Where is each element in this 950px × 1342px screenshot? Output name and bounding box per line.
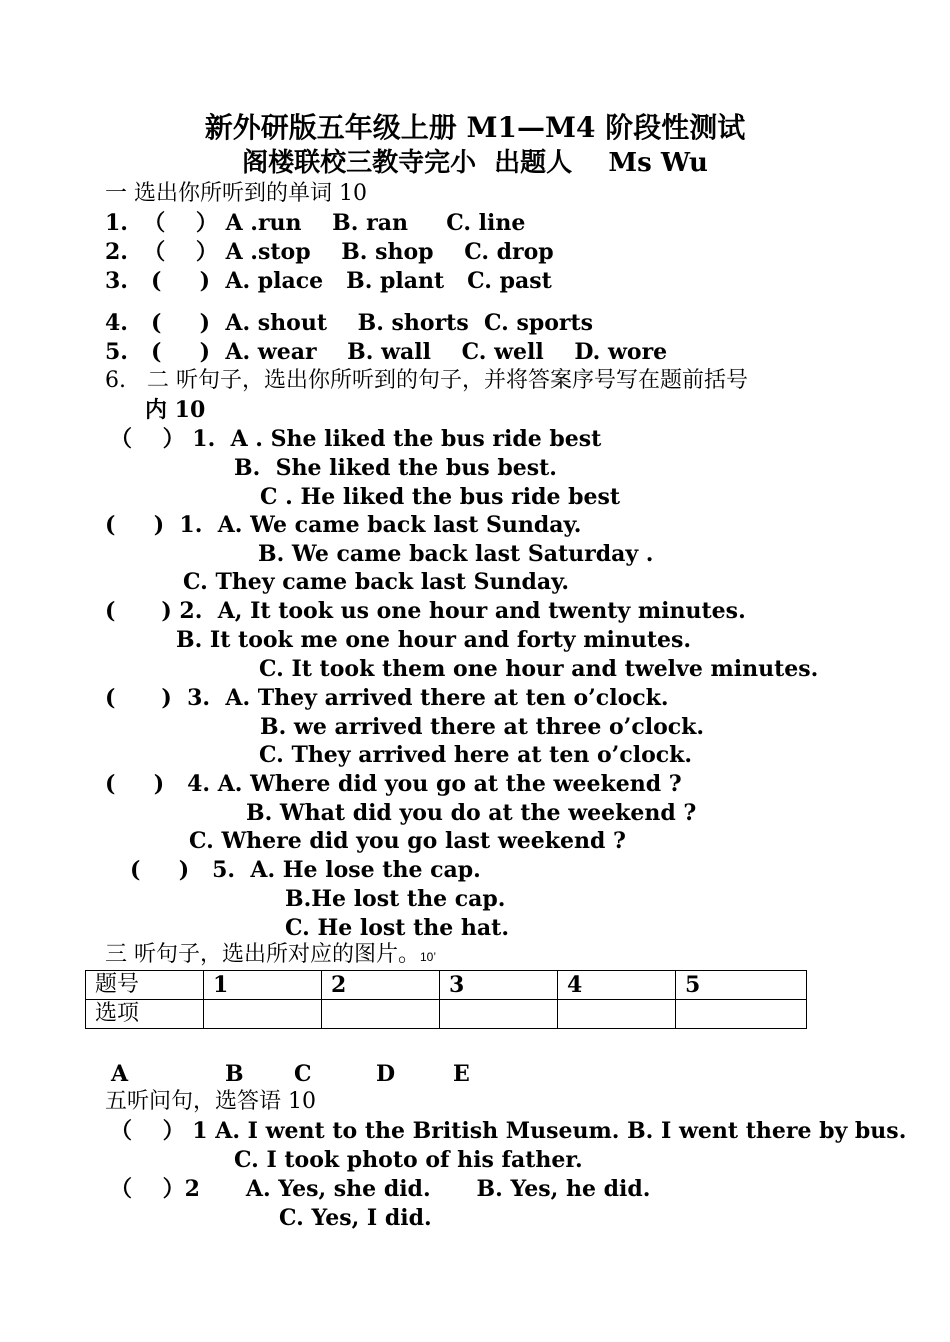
page-title: 新外研版五年级上册 M1—M4 阶段性测试 [204,111,746,144]
answer-cell[interactable] [558,1000,676,1029]
s2-q5-c: C. He lost the hat. [285,915,510,941]
section3-heading [105,942,436,970]
section2-heading-cont: 内 10 [145,397,206,423]
picture-letter-d: D [376,1061,396,1087]
s5-q1-ab: （ ） 1 A. I went to the British Museum. B. I went there by bus. [110,1118,907,1144]
section5-heading [105,1089,316,1115]
s2-q4-a: ( ) 4. A. Where did you go at the weekend ? [105,771,682,797]
row-label-option: 选项 [86,1000,204,1029]
section5-heading-text: 五听问句，选答语 10 [105,1089,316,1114]
row-label-number: 题号 [86,971,204,1000]
number-cell: 4 [558,971,676,1000]
answer-cell[interactable] [440,1000,558,1029]
number-cell: 3 [440,971,558,1000]
s2-q1-c: C . He liked the bus ride best [260,484,621,510]
picture-letter-b: B [225,1061,244,1087]
section1-item-2: 2. （ ） A .stop B. shop C. drop [105,239,554,265]
section1-item-1: 1. （ ） A .run B. ran C. line [105,210,526,236]
s2-q3-b: B. we arrived there at three o’clock. [260,714,705,740]
s5-q2-ab: （ ）2 A. Yes, she did. B. Yes, he did. [110,1176,651,1202]
answer-cell[interactable] [204,1000,322,1029]
s2-q4-c: C. Where did you go last weekend ? [189,828,626,854]
picture-letter-a: A [111,1061,129,1087]
number-cell: 2 [322,971,440,1000]
table-row [86,1000,807,1029]
s2-q4-b: B. What did you do at the weekend ? [246,800,697,826]
number-cell: 1 [204,971,322,1000]
section3-score-note: 10’ [420,950,437,964]
section1-item-3: 3. ( ) A. place B. plant C. past [105,268,552,294]
s2-q1b-a: ( ) 1. A. We came back last Sunday. [105,512,582,538]
section1-heading [105,181,367,207]
answer-cell[interactable] [676,1000,807,1029]
section1-item-4: 4. ( ) A. shout B. shorts C. sports [105,310,594,336]
s2-q2-c: C. It took them one hour and twelve minutes. [259,656,819,682]
table-row [86,971,807,1000]
section1-heading-text: 一 选出你所听到的单词 10 [105,181,367,206]
s2-q1-b: B. She liked the bus best. [234,455,557,481]
section2-heading: 6. 二 听句子，选出你所听到的句子，并将答案序号写在题前括号 [105,368,748,393]
s2-q1-a: （ ） 1. A . She liked the bus ride best [110,426,602,452]
section3-heading-text: 三 听句子，选出所对应的图片。 [105,942,420,967]
picture-letter-e: E [453,1061,470,1087]
s2-q2-b: B. It took me one hour and forty minutes. [176,627,692,653]
s5-q1-c: C. I took photo of his father. [234,1147,583,1173]
s2-q1b-b: B. We came back last Saturday . [258,541,654,567]
answer-table [85,970,807,1029]
section1-item-5: 5. ( ) A. wear B. wall C. well D. wore [105,339,668,365]
s2-q5-b: B.He lost the cap. [285,886,506,912]
number-cell: 5 [676,971,807,1000]
picture-letter-c: C [294,1061,312,1087]
s2-q5-a: ( ) 5. A. He lose the cap. [130,857,481,883]
s2-q3-a: ( ) 3. A. They arrived there at ten o’clock. [105,685,669,711]
s2-q3-c: C. They arrived here at ten o’clock. [259,742,693,768]
s5-q2-c: C. Yes, I did. [279,1205,432,1231]
answer-cell[interactable] [322,1000,440,1029]
s2-q1b-c: C. They came back last Sunday. [183,569,570,595]
s2-q2-a: ( ) 2. A, It took us one hour and twenty minutes. [105,598,746,624]
page-subtitle: 阁楼联校三教寺完小 出题人 Ms Wu [242,148,708,178]
